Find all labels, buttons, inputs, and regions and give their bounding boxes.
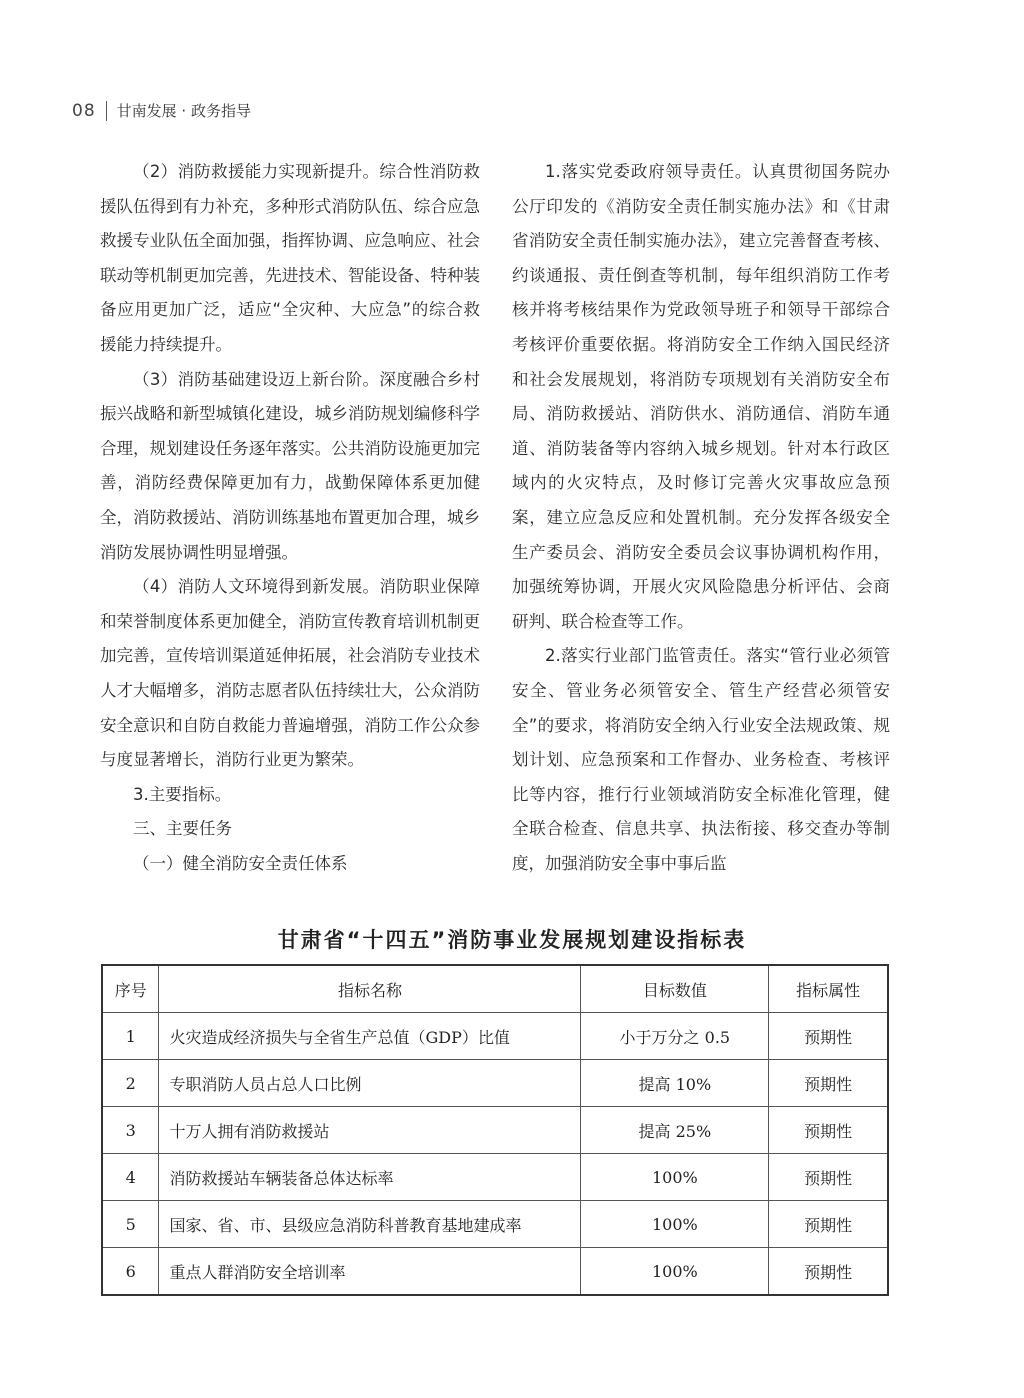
table-row bbox=[102, 1107, 888, 1154]
subsection-heading: （一）健全消防安全责任体系 bbox=[133, 853, 348, 873]
cell-attribute: 预期性 bbox=[769, 1060, 888, 1107]
publication-title: 甘南发展 · 政务指导 bbox=[116, 102, 251, 120]
cell-number: 4 bbox=[102, 1154, 159, 1201]
cell-target: 小于万分之 0.5 bbox=[581, 1013, 769, 1060]
cell-target: 100% bbox=[581, 1154, 769, 1201]
cell-attribute: 预期性 bbox=[769, 1201, 888, 1248]
header-cell: 指标名称 bbox=[159, 965, 581, 1013]
cell-indicator: 专职消防人员占总人口比例 bbox=[159, 1060, 581, 1107]
cell-attribute: 预期性 bbox=[769, 1248, 888, 1296]
paragraph: 3.主要指标。 bbox=[133, 784, 232, 804]
table-title: 甘肃省“十四五”消防事业发展规划建设指标表 bbox=[277, 928, 747, 952]
cell-attribute: 预期性 bbox=[769, 1154, 888, 1201]
header-cell: 目标数值 bbox=[581, 965, 769, 1013]
table-row bbox=[102, 1013, 888, 1060]
cell-indicator: 十万人拥有消防救援站 bbox=[159, 1107, 581, 1154]
paragraph: （3）消防基础建设迈上新台阶。深度融合乡村振兴战略和新型城镇化建设，城乡消防规划编修科学合理，规划建设任务逐年落实。公共消防设施更加完善，消防经费保障更加有力，战勤保障体系更加健全，消防救援站、消防训练基地布置更加合理，城乡消防发展协调性明显增强。 bbox=[100, 369, 480, 562]
table-header-row bbox=[102, 965, 888, 1013]
page-number: 08 bbox=[72, 100, 96, 121]
cell-number: 2 bbox=[102, 1060, 159, 1107]
cell-target: 提高 25% bbox=[581, 1107, 769, 1154]
cell-attribute: 预期性 bbox=[769, 1107, 888, 1154]
table-row bbox=[102, 1248, 888, 1296]
indicator-table bbox=[101, 964, 889, 1296]
right-column bbox=[512, 155, 890, 881]
left-column bbox=[100, 155, 480, 881]
cell-target: 100% bbox=[581, 1201, 769, 1248]
cell-indicator: 消防救援站车辆装备总体达标率 bbox=[159, 1154, 581, 1201]
cell-number: 3 bbox=[102, 1107, 159, 1154]
header-cell: 指标属性 bbox=[769, 965, 888, 1013]
paragraph: （2）消防救援能力实现新提升。综合性消防救援队伍得到有力补充，多种形式消防队伍、综合应急救援专业队伍全面加强，指挥协调、应急响应、社会联动等机制更加完善，先进技术、智能设备、特种装备应用更加广泛，适应“全灾种、大应急”的综合救援能力持续提升。 bbox=[100, 162, 480, 354]
paragraph: 1.落实党委政府领导责任。认真贯彻国务院办公厅印发的《消防安全责任制实施办法》和《甘肃省消防安全责任制实施办法》，建立完善督查考核、约谈通报、责任倒查等机制，每年组织消防工作考核并将考核结果作为党政领导班子和领导干部综合考核评价重要依据。将消防安全工作纳入国民经济和社会发展规划，将消防专项规划有关消防安全布局、消防救援站、消防供水、消防通信、消防车通道、消防装备等内容纳入城乡规划。针对本行政区域内的火灾特点，及时修订完善火灾事故应急预案，建立应急反应和处置机制。充分发挥各级安全生产委员会、消防安全委员会议事协调机构作用，加强统筹协调，开展火灾风险隐患分析评估、会商研判、联合检查等工作。 bbox=[512, 162, 890, 631]
cell-indicator: 国家、省、市、县级应急消防科普教育基地建成率 bbox=[159, 1201, 581, 1248]
paragraph: （4）消防人文环境得到新发展。消防职业保障和荣誉制度体系更加健全，消防宣传教育培训机制更加完善，宣传培训渠道延伸拓展，社会消防专业技术人才大幅增多，消防志愿者队伍持续壮大，公众消防安全意识和自防自救能力普遍增强，消防工作公众参与度显著增长，消防行业更为繁荣。 bbox=[100, 577, 480, 770]
header-cell: 序号 bbox=[102, 965, 159, 1013]
table-row bbox=[102, 1060, 888, 1107]
cell-target: 100% bbox=[581, 1248, 769, 1296]
cell-number: 5 bbox=[102, 1201, 159, 1248]
page-header bbox=[72, 100, 251, 121]
cell-indicator: 重点人群消防安全培训率 bbox=[159, 1248, 581, 1296]
cell-number: 6 bbox=[102, 1248, 159, 1296]
cell-indicator: 火灾造成经济损失与全省生产总值（GDP）比值 bbox=[159, 1013, 581, 1060]
table-row bbox=[102, 1154, 888, 1201]
header-divider bbox=[106, 101, 107, 121]
cell-target: 提高 10% bbox=[581, 1060, 769, 1107]
cell-attribute: 预期性 bbox=[769, 1013, 888, 1060]
table-row bbox=[102, 1201, 888, 1248]
cell-number: 1 bbox=[102, 1013, 159, 1060]
paragraph: 2.落实行业部门监管责任。落实“管行业必须管安全、管业务必须管安全、管生产经营必须管安全”的要求，将消防安全纳入行业安全法规政策、规划计划、应急预案和工作督办、业务检查、考核评比等内容，推行行业领域消防安全标准化管理，健全联合检查、信息共享、执法衔接、移交查办等制度，加强消防安全事中事后监 bbox=[512, 646, 890, 873]
section-heading: 三、主要任务 bbox=[133, 819, 232, 839]
